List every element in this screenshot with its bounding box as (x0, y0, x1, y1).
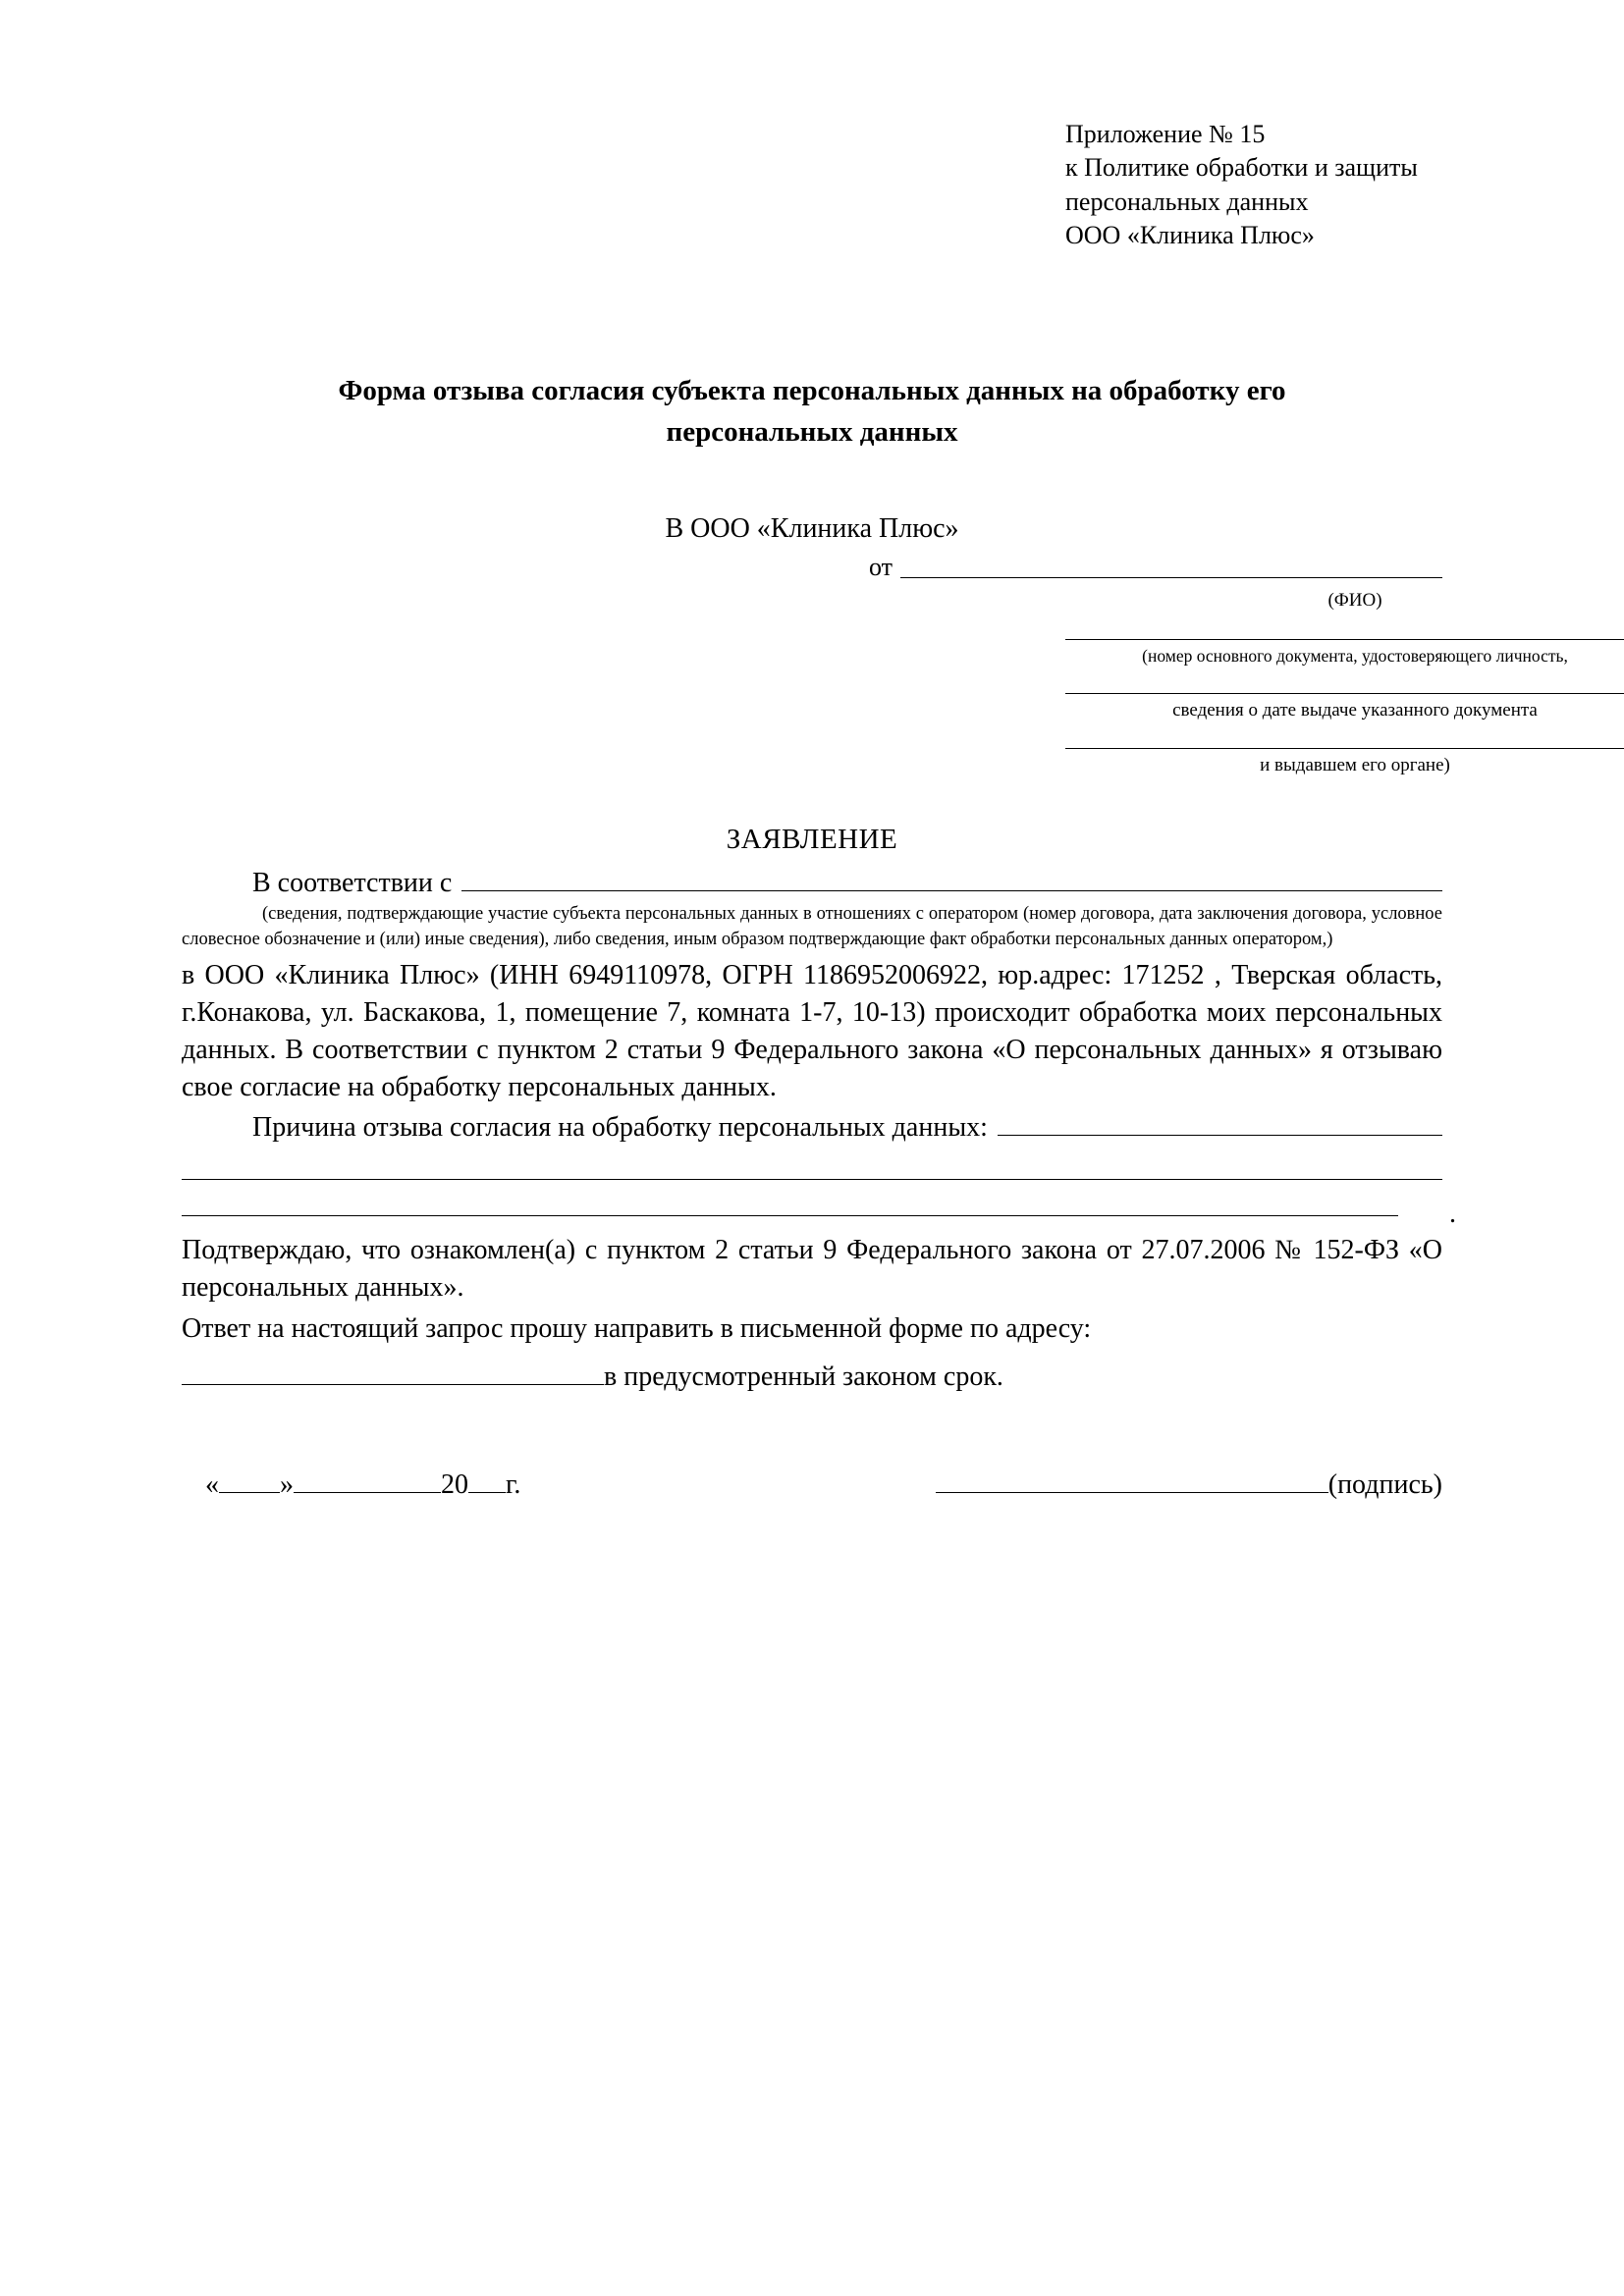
signature-row (182, 1469, 1442, 1501)
accordance-input-line[interactable] (461, 890, 1442, 891)
date-field[interactable] (205, 1469, 520, 1501)
date-quote-close: » (280, 1469, 294, 1501)
doc-issuer-input-line[interactable] (1065, 748, 1624, 749)
reason-input-line-3[interactable] (182, 1215, 1398, 1216)
reason-end-dot: . (1449, 1199, 1456, 1229)
reason-input-line-1[interactable] (998, 1135, 1442, 1136)
date-month-line[interactable] (294, 1492, 441, 1493)
doc-number-caption: (номер основного документа, удостоверяющего личность, (1142, 646, 1568, 667)
body-paragraph-3 (182, 1310, 1442, 1348)
address-input-line[interactable] (182, 1384, 604, 1385)
date-day-line[interactable] (219, 1492, 280, 1493)
doc-issuer-caption: и выдавшем его органе) (1260, 755, 1450, 776)
signature-field (936, 1469, 1442, 1501)
accordance-label: В соответствии с (252, 868, 453, 899)
statement-heading: ЗАЯВЛЕНИЕ (726, 824, 898, 856)
appendix-header-line-2: к Политике обработки и защиты (1065, 153, 1418, 183)
fio-caption: (ФИО) (1327, 590, 1382, 612)
body-paragraph-2-text: Подтверждаю, что ознакомлен(а) с пунктом 2 статьи 9 Федерального закона от 27.07.2006 № 152-ФЗ «О персональных данных». (182, 1235, 1442, 1304)
from-input-line[interactable] (900, 577, 1442, 578)
doc-date-caption: сведения о дате выдаче указанного документа (1172, 699, 1538, 721)
appendix-header-line-3: персональных данных (1065, 187, 1309, 216)
signature-label: (подпись) (1327, 1469, 1442, 1501)
appendix-header-line-1: Приложение № 15 (1065, 120, 1266, 148)
reason-input-line-2[interactable] (182, 1179, 1442, 1180)
appendix-header-line-4: ООО «Клиника Плюс» (1065, 220, 1315, 249)
signature-input-line[interactable] (936, 1492, 1328, 1493)
address-tail-text: в предусмотренный законом срок. (604, 1362, 1003, 1393)
accordance-row (182, 868, 1442, 899)
address-answer-row (182, 1362, 1442, 1393)
from-label: от (869, 553, 893, 582)
fine-print-note (182, 901, 1442, 953)
body-paragraph-1 (182, 957, 1442, 1106)
reason-label: Причина отзыва согласия на обработку персональных данных: (252, 1112, 988, 1143)
appendix-header (1065, 118, 1517, 252)
applicant-fields (1065, 589, 1624, 778)
doc-number-input-line[interactable] (1065, 639, 1624, 640)
doc-date-input-line[interactable] (1065, 693, 1624, 694)
date-year: 20 (441, 1469, 468, 1501)
page-title: Форма отзыва согласия субъекта персональных данных на обработку его персональных данных (338, 375, 1286, 449)
addressee-line: В ООО «Клиника Плюс» (665, 513, 959, 545)
body-paragraph-3-text: Ответ на настоящий запрос прошу направить в письменной форме по адресу: (182, 1313, 1092, 1345)
body-paragraph-1-text: в ООО «Клиника Плюс» (ИНН 6949110978, ОГРН 1186952006922, юр.адрес: 171252 , Тверская область, г.Конакова, ул. Баскакова, 1, помещение 7, комната 1-7, 10-13) происходит обработка моих персональных данных. В соответствии с пунктом 2 статьи 9 Федерального закона «О персональных данных» я отзываю свое согласие на обработку персональных данных. (182, 959, 1442, 1102)
reason-row (182, 1112, 1442, 1144)
fine-print-text: (сведения, подтверждающие участие субъекта персональных данных в отношениях с оператором (номер договора, дата заключения договора, условное словесное обозначение и (или) иные сведения), либо сведения, иным образом подтверждающие факт обработки персональных данных оператором,) (182, 904, 1442, 950)
date-suffix: г. (506, 1469, 521, 1501)
reason-line-3-wrapper (182, 1199, 1456, 1229)
date-year-line[interactable] (468, 1492, 506, 1493)
body-paragraph-2 (182, 1232, 1442, 1307)
date-quote-open: « (205, 1469, 219, 1501)
from-row (182, 553, 1442, 584)
